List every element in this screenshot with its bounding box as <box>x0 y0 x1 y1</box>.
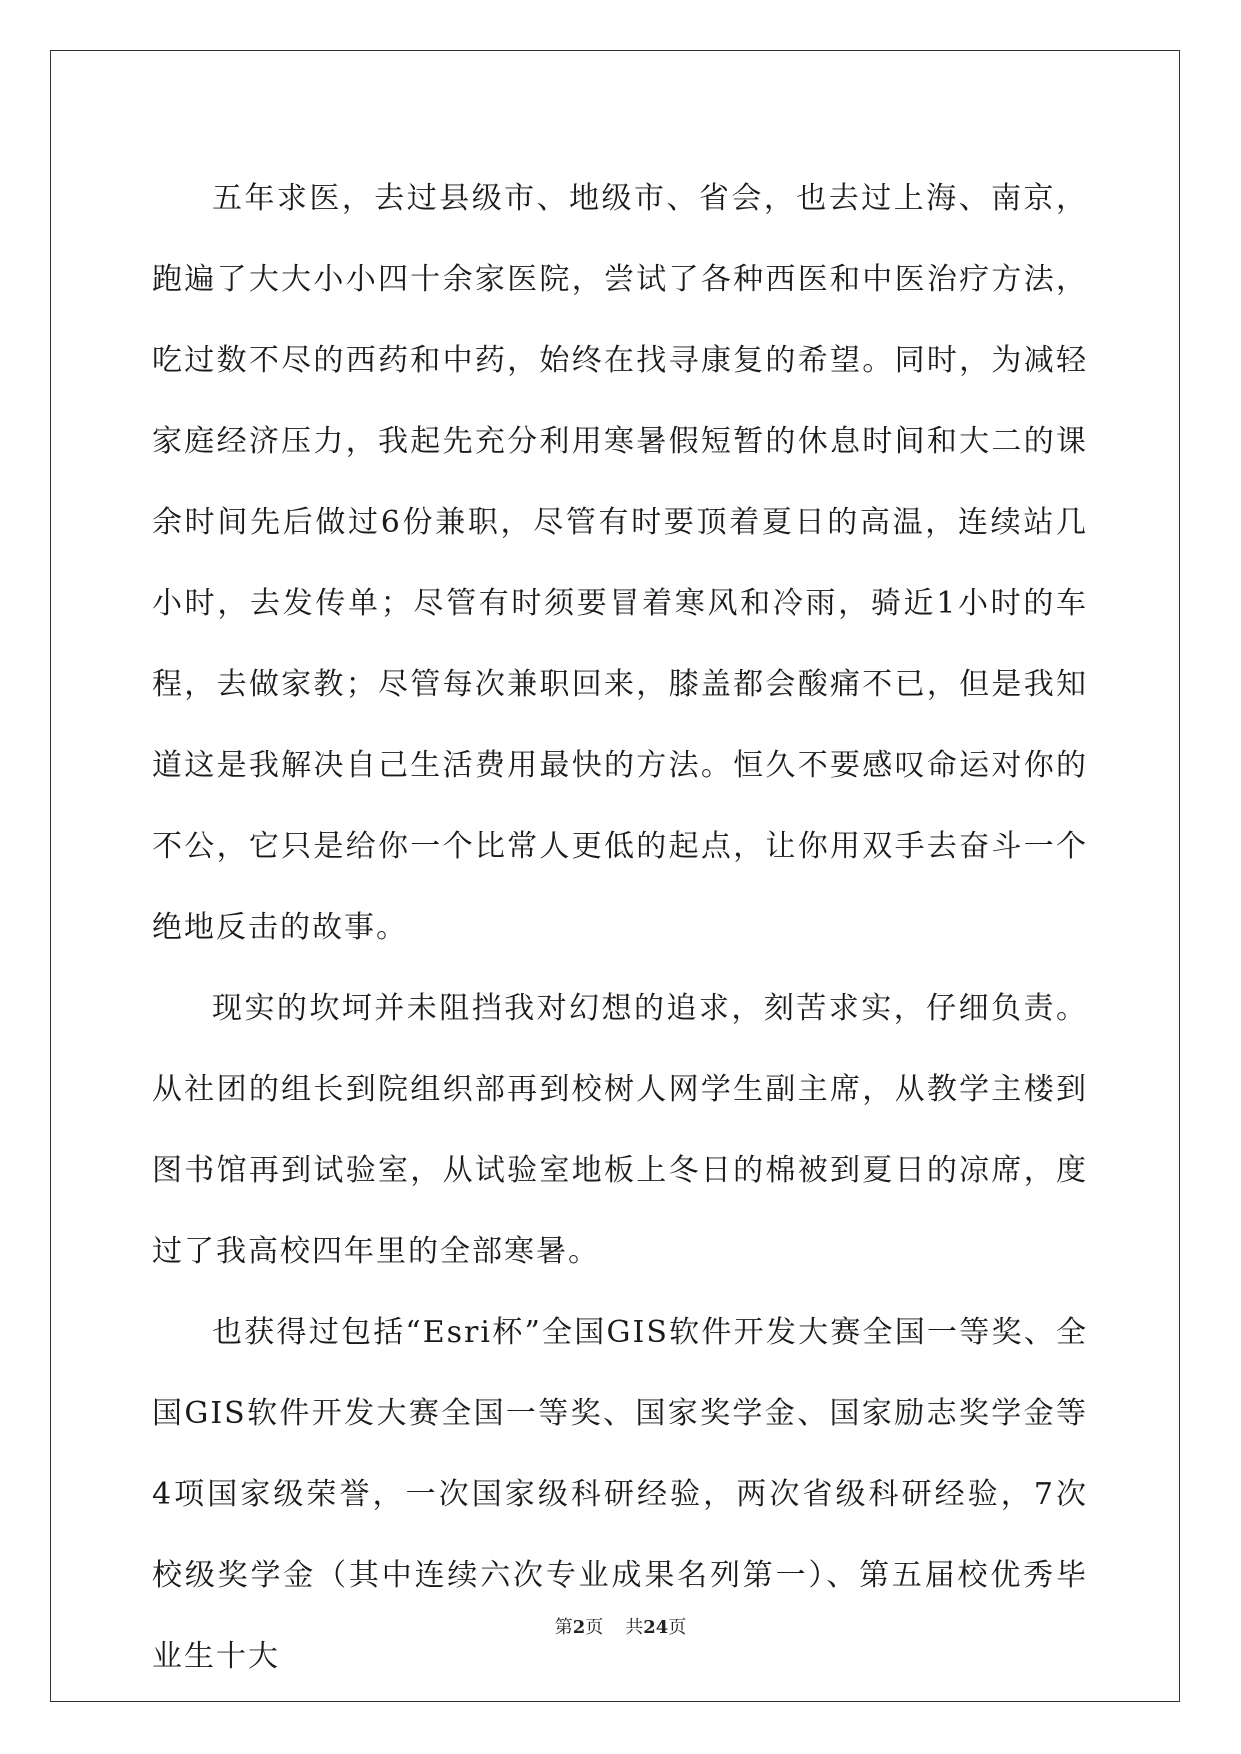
footer-total-unit: 页 <box>668 1617 687 1638</box>
paragraph-1: 五年求医，去过县级市、地级市、省会，也去过上海、南京，跑遍了大大小小四十余家医院，尝试了各种西医和中医治疗方法，吃过数不尽的西药和中药，始终在找寻康复的希望。同时，为减轻家庭经济压力，我起先充分利用寒暑假短暂的休息时间和大二的课余时间先后做过6份兼职，尽管有时要顶着夏日的高温，连续站几小时，去发传单；尽管有时须要冒着寒风和冷雨，骑近1小时的车程，去做家教；尽管每次兼职回来，膝盖都会酸痛不已，但是我知道这是我解决自己生活费用最快的方法。恒久不要感叹命运对你的不公，它只是给你一个比常人更低的起点，让你用双手去奋斗一个绝地反击的故事。 <box>152 181 1088 945</box>
footer-page-total: 24 <box>643 1617 669 1638</box>
footer-page-unit: 页 <box>585 1617 604 1638</box>
page-footer <box>0 1613 1241 1639</box>
footer-page-prefix: 第 <box>554 1617 573 1638</box>
document-body <box>152 158 1088 1697</box>
footer-page-current: 2 <box>572 1617 586 1638</box>
paragraph-3: 也获得过包括“Esri杯”全国GIS软件开发大赛全国一等奖、全国GIS软件开发大赛全国一等奖、国家奖学金、国家励志奖学金等4项国家级荣誉，一次国家级科研经验，两次省级科研经验，7次校级奖学金（其中连续六次专业成果名列第一）、第五届校优秀毕业生十大 <box>152 1315 1088 1674</box>
footer-total-prefix: 共 <box>625 1617 644 1638</box>
paragraph-2: 现实的坎坷并未阻挡我对幻想的追求，刻苦求实，仔细负责。从社团的组长到院组织部再到校树人网学生副主席，从教学主楼到图书馆再到试验室，从试验室地板上冬日的棉被到夏日的凉席，度过了我高校四年里的全部寒暑。 <box>152 991 1088 1269</box>
